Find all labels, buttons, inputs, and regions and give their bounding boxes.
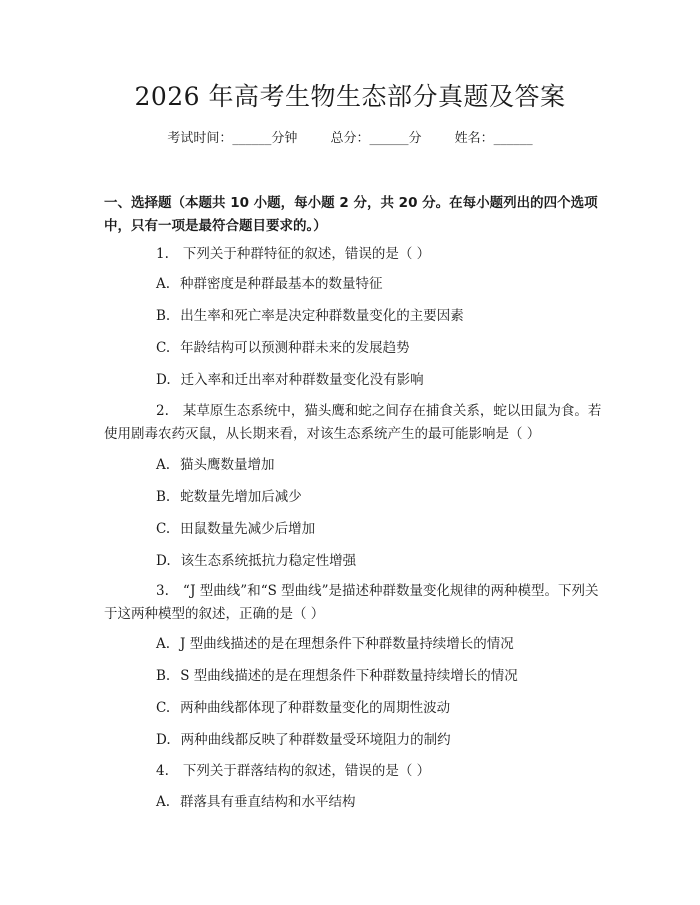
option-letter: C.	[156, 700, 171, 716]
question-2	[104, 400, 604, 446]
question-number: 1.	[156, 246, 169, 262]
section-heading: 一、选择题（本题共 10 小题，每小题 2 分，共 20 分。在每小题列出的四个选项中，只有一项是最符合题目要求的。）	[104, 195, 598, 234]
option-letter: B.	[156, 668, 171, 684]
option-text: 猫头鹰数量增加	[180, 457, 275, 473]
option-text: 年龄结构可以预测种群未来的发展趋势	[180, 340, 410, 356]
exam-meta	[0, 128, 700, 150]
question-1-option-a	[156, 273, 596, 295]
option-letter: D.	[156, 732, 171, 748]
option-text: 田鼠数量先减少后增加	[180, 521, 316, 537]
name-blank: ______	[493, 131, 533, 146]
question-3-option-a	[156, 633, 596, 655]
question-4	[104, 760, 604, 783]
time-blank: ______	[232, 131, 272, 146]
question-number: 3.	[156, 583, 169, 599]
option-letter: D.	[156, 372, 171, 388]
question-1-option-b	[156, 305, 596, 327]
question-3-option-c	[156, 697, 596, 719]
option-text: S 型曲线描述的是在理想条件下种群数量持续增长的情况	[180, 668, 518, 684]
option-letter: C.	[156, 521, 171, 537]
option-letter: D.	[156, 553, 171, 569]
page-title: 2026 年高考生物生态部分真题及答案	[134, 82, 566, 111]
question-stem: “J 型曲线”和“S 型曲线”是描述种群数量变化规律的两种模型。下列关于这两种模型的叙述，正确的是（ ）	[104, 583, 599, 622]
option-text: 该生态系统抵抗力稳定性增强	[180, 553, 357, 569]
name-label: 姓名：	[454, 131, 494, 146]
question-2-option-d	[156, 550, 596, 572]
question-number: 4.	[156, 763, 169, 779]
question-1	[104, 243, 604, 266]
question-stem: 某草原生态系统中，猫头鹰和蛇之间存在捕食关系，蛇以田鼠为食。若使用剧毒农药灭鼠，从长期来看，对该生态系统产生的最可能影响是（ ）	[104, 403, 602, 442]
option-text: 出生率和死亡率是决定种群数量变化的主要因素	[180, 308, 464, 324]
option-text: J 型曲线描述的是在理想条件下种群数量持续增长的情况	[180, 636, 514, 652]
score-blank: ______	[369, 131, 409, 146]
option-letter: A.	[156, 636, 171, 652]
option-letter: A.	[156, 457, 171, 473]
score-label: 总分：	[330, 131, 370, 146]
option-letter: A.	[156, 794, 171, 810]
time-unit: 分钟	[271, 131, 298, 146]
question-2-option-b	[156, 486, 596, 508]
option-text: 迁入率和迁出率对种群数量变化没有影响	[180, 372, 424, 388]
option-text: 两种曲线都反映了种群数量受环境阻力的制约	[180, 732, 451, 748]
question-1-option-d	[156, 369, 596, 391]
option-text: 种群密度是种群最基本的数量特征	[180, 276, 383, 292]
question-1-option-c	[156, 337, 596, 359]
question-3-option-b	[156, 665, 596, 687]
question-stem: 下列关于群落结构的叙述，错误的是（ ）	[182, 763, 431, 779]
score-unit: 分	[408, 131, 422, 146]
question-3-option-d	[156, 729, 596, 751]
option-letter: C.	[156, 340, 171, 356]
option-text: 群落具有垂直结构和水平结构	[180, 794, 356, 810]
question-3	[104, 580, 604, 626]
question-number: 2.	[156, 403, 169, 419]
time-label: 考试时间：	[167, 131, 233, 146]
option-letter: B.	[156, 489, 171, 505]
question-stem: 下列关于种群特征的叙述，错误的是（ ）	[182, 246, 431, 262]
question-2-option-c	[156, 518, 596, 540]
question-2-option-a	[156, 454, 596, 476]
question-4-option-a	[156, 791, 596, 813]
option-text: 蛇数量先增加后减少	[180, 489, 302, 505]
option-letter: B.	[156, 308, 171, 324]
option-text: 两种曲线都体现了种群数量变化的周期性波动	[180, 700, 451, 716]
option-letter: A.	[156, 276, 171, 292]
